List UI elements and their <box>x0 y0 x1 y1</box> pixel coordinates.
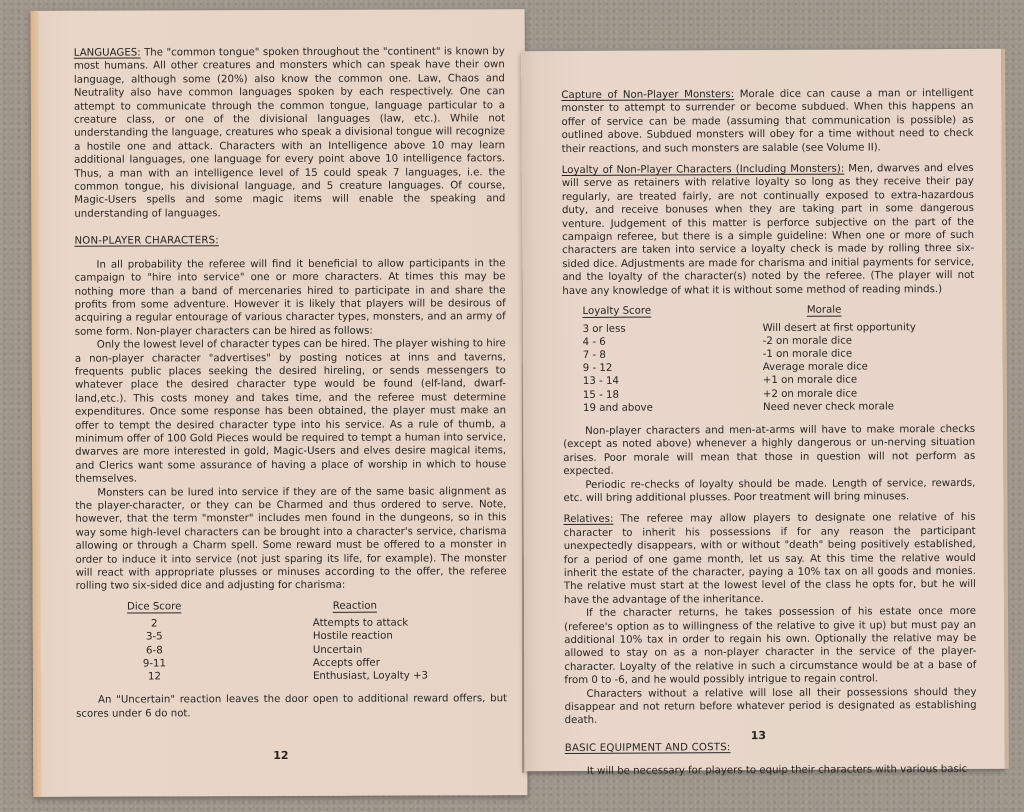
dice-score-header: Dice Score <box>127 601 182 613</box>
reaction: Attempts to attack <box>312 617 409 630</box>
loyalty-score: 9 - 12 <box>582 362 613 375</box>
reaction: Accepts offer <box>312 657 380 669</box>
page-number: 12 <box>273 748 289 762</box>
relatives-heading: Relatives: <box>563 514 614 526</box>
loyalty-score: 15 - 18 <box>582 389 620 401</box>
relatives-section <box>564 511 976 607</box>
languages-heading: LANGUAGES: <box>73 47 141 59</box>
left-page <box>31 9 528 797</box>
morale-paragraph-2: Periodic re-checks of loyalty should be made. Length of service, rewards, etc. will bring additional plusses. Poor treatment will bring minuses. <box>563 477 976 504</box>
npc-paragraph-3: Monsters can be lured into service if they are of the same basic alignment as the player-character, or they can be Charmed and thus ordered to serve. Note, however, that the term "monster" includes men found in the dungeons, so in this way some high-level characters can be brought into a character's service, charisma allowing or through a Charm spell. Some reward must be offered to a monster in order to induce it into service (not just sparing its life, for example). The monster will react with appropriate plusses or minuses according to the offer, the referee rolling two six-sided dice and adjusting for charisma: <box>75 485 507 593</box>
relatives-paragraph-1: If the character returns, he takes possession of his estate once more (referee's option as to willingness of the relative to give it up) but must pay an additional 10% tax in order to regain his own. Optionally the relative may be allowed to stay on as a non-player character in the service of the player-character. Loyalty of the relative in such a circumstance would be at a base of from 0 to -6, and he would possibly intrigue to regain control. <box>564 606 977 687</box>
table-row <box>76 670 428 684</box>
table-row <box>76 643 428 657</box>
reaction: Uncertain <box>312 644 363 656</box>
table-row <box>563 360 916 375</box>
loyalty-score: 19 and above <box>582 402 653 414</box>
loyalty-table <box>562 302 916 415</box>
languages-section <box>74 45 506 221</box>
loyalty-score: 13 - 14 <box>582 376 619 388</box>
morale-header: Morale <box>806 304 842 316</box>
right-page <box>521 49 1005 778</box>
npc-heading: NON-PLAYER CHARACTERS: <box>74 235 219 247</box>
capture-text: Morale dice can cause a man or intelligent monster to attempt to surrender or become subdued. When this happens an offer of service can be made (assuming that communication is possible) as outlined above. Subdued monsters will obey for a time without need to check their reactions, and such monsters are salable (see Volume II). <box>561 87 974 155</box>
npc-paragraph-1: In all probability the referee will find it beneficial to allow participants in the campaign to "hire into service" one or more characters. At times this may be nothing more than a band of mercenaries hired to participate in and share the profits from some adventure. However it is likely that players will be desirous of acquiring a regular entourage of various character types, monsters, and an army of some form. Non-player characters can be hired as follows: <box>74 257 506 338</box>
morale: Need never check morale <box>762 401 895 413</box>
morale: Will desert at first opportunity <box>762 321 916 334</box>
reaction: Hostile reaction <box>312 631 393 643</box>
capture-heading: Capture of Non-Player Monsters: <box>561 89 735 102</box>
languages-text: The "common tongue" spoken throughout the "continent" is known by most humans. All other creatures and monsters which can speak have their own language, although some (20%) also know the common one. Law, Chaos and Neutrality also have common languages spoken by each respectively. One can attempt to communicate through the common tongue, language particular to a creature class, or one of the divisional languages (law, etc.). While not understanding the language, creatures who speak a divisional tongue will recognize a hostile one and attack. Characters with an Intelligence above 10 may learn additional languages, one language for every point above 10 intelligence factors. Thus, a man with an intelligence level of 15 could speak 7 languages, i.e. the common tongue, his divisional language, and 5 creature languages. Of course, Magic-Users spells and some magic items will enable the speaking and understanding of languages. <box>73 46 506 220</box>
table-row <box>76 630 428 644</box>
dice-score: 3-5 <box>145 631 163 643</box>
npc-paragraph-2: Only the lowest level of character types can be hired. The player wishing to hire a non-player character "advertises" by posting notices at inns and taverns, frequents public places seeking the desired hireling, or sends messengers to whatever place the desired character type would be found (elf-land, dwarf-land,etc.). This costs money and takes time, and the referee must determine expenditures. Once some response has been obtained, the player must make an offer to tempt the desired character type into his service. As a rule of thumb, a minimum offer of 100 Gold Pieces would be required to tempt a human into service, dwarves are more interested in gold, Magic-Users and elves desire magical items, and Clerics want some assurance of having a place of worship in which to house themselves. <box>74 338 507 485</box>
morale: -2 on morale dice <box>762 335 853 347</box>
table-row <box>76 656 428 670</box>
loyalty-text: Men, dwarves and elves will serve as retainers with relative loyalty so long as they receive their pay regularly, are treated fairly, are not continually exposed to extra-hazardous duty, and receive bonuses when they are taking part in some dangerous venture. Judgement of this matter is perforce subjective on the part of the campaign referee, but there is a simple guideline: When one or more of such characters are taken into service a loyalty check is made by rolling three six-sided dice. Adjustments are made for charisma and initial payments for service, and the loyalty of the character(s) noted by the referee. (The player will not have any knowledge of what it is without some method of reading minds.) <box>561 162 975 297</box>
dice-score: 6-8 <box>146 645 163 657</box>
relatives-text: The referee may allow players to designate one relative of his character to inherit his possessions if for any reason the participant unexpectedly disappears, with or without "death" being positively established, for a period of one game month, let us say. At this time the relative would inherit the estate of the character, paying a 10% tax on all goods and monies. The relative must start at the lowest level of the class he opts for, but he will have the advantage of the inheritance. <box>563 512 976 606</box>
equipment-text: It will be necessary for players to equip their characters with various basic <box>586 764 968 778</box>
capture-section <box>561 87 973 156</box>
table-row <box>76 617 428 631</box>
morale: -1 on morale dice <box>762 348 853 360</box>
morale: Average morale dice <box>762 361 868 374</box>
table-row <box>563 400 916 415</box>
dice-score: 2 <box>151 618 158 630</box>
loyalty-section <box>562 162 975 298</box>
morale: +1 on morale dice <box>762 374 858 387</box>
morale-paragraph-1: Non-player characters and men-at-arms will have to make morale checks (except as noted above) whenever a highly dangerous or un-nerving situation arises. Poor morale will mean that those in question will not perform as expected. <box>563 423 976 478</box>
dice-score: 9-11 <box>142 658 166 670</box>
reaction: Enthusiast, Loyalty +3 <box>312 670 429 682</box>
loyalty-score: 3 or less <box>582 323 626 335</box>
morale: +2 on morale dice <box>762 388 858 400</box>
loyalty-heading: Loyalty of Non-Player Characters (Including Monsters): <box>561 163 845 177</box>
reaction-table <box>76 598 428 684</box>
reaction-header: Reaction <box>332 600 377 612</box>
loyalty-score: 7 - 8 <box>582 349 606 361</box>
closing-paragraph: An "Uncertain" reaction leaves the door open to additional reward offers, but scores under 6 do not. <box>76 693 508 720</box>
page-number: 13 <box>750 728 767 742</box>
loyalty-score: 4 - 6 <box>582 336 606 348</box>
loyalty-score-header: Loyalty Score <box>582 305 652 318</box>
table-row <box>563 321 916 336</box>
relatives-paragraph-2: Characters without a relative will lose all their possessions should they disappear and not return before whatever period is designated as establishing death. <box>564 686 977 727</box>
equipment-heading: BASIC EQUIPMENT AND COSTS: <box>564 742 731 754</box>
dice-score: 12 <box>147 671 161 683</box>
